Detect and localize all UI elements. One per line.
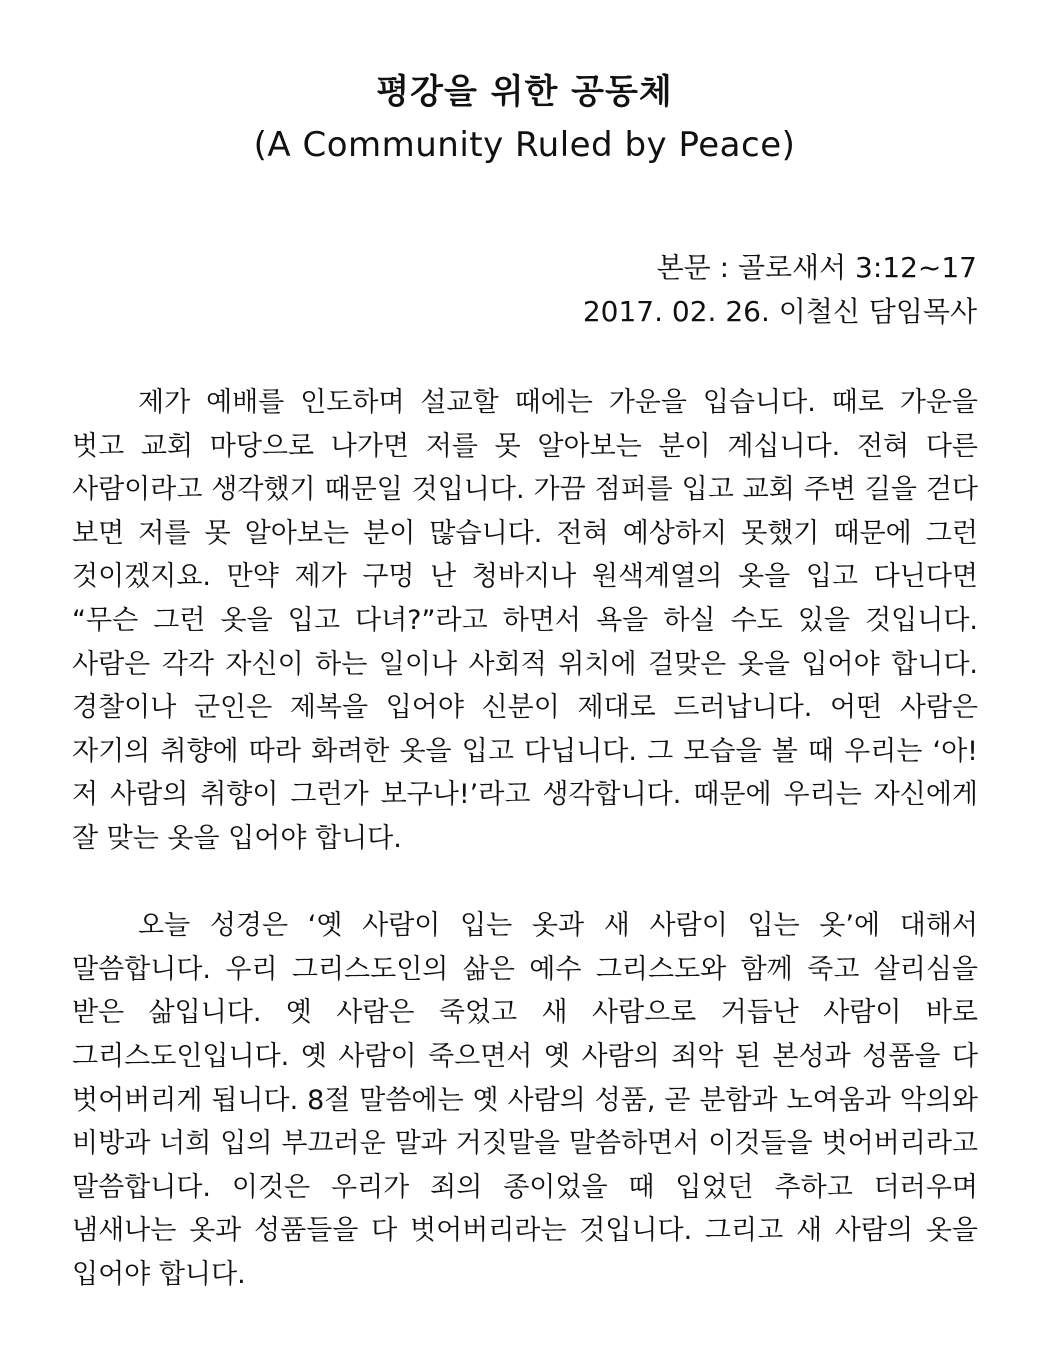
body-paragraph: 제가 예배를 인도하며 설교할 때에는 가운을 입습니다. 때로 가운을 벗고 교회 마당으로 나가면 저를 못 알아보는 분이 계십니다. 전혀 다른 사람이라고 생각했기 때문일 것입니다. 가끔 점퍼를 입고 교회 주변 길을 걷다 보면 저를 못 알아보는 분이 많습니다. 전혀 예상하지 못했기 때문에 그런 것이겠지요. 만약 제가 구멍 난 청바지나 원색계열의 옷을 입고 다닌다면 “무슨 그런 옷을 입고 다녀?”라고 하면서 욕을 하실 수도 있을 것입니다. 사람은 각각 자신이 하는 일이나 사회적 위치에 걸맞은 옷을 입어야 합니다. 경찰이나 군인은 제복을 입어야 신분이 제대로 드러납니다. 어떤 사람은 자기의 취향에 따라 화려한 옷을 입고 다닙니다. 그 모습을 볼 때 우리는 ‘아! 저 사람의 취향이 그런가 보구나!’라고 생각합니다. 때문에 우리는 자신에게 잘 맞는 옷을 입어야 합니다.: [72, 387, 978, 854]
sermon-title-english: (A Community Ruled by Peace): [253, 125, 796, 165]
sermon-body: [72, 381, 978, 1296]
date-and-author: 2017. 02. 26. 이철신 담임목사: [582, 295, 977, 328]
sermon-meta: [583, 246, 977, 334]
sermon-title-korean: 평강을 위한 공동체: [376, 72, 673, 112]
body-paragraph: 오늘 성경은 ‘옛 사람이 입는 옷과 새 사람이 입는 옷’에 대해서 말씀합니다. 우리 그리스도인의 삶은 예수 그리스도와 함께 죽고 살리심을 받은 삶입니다. 옛 사람은 죽었고 새 사람으로 거듭난 사람이 바로 그리스도인입니다. 옛 사람이 죽으면서 옛 사람의 죄악 된 본성과 성품을 다 벗어버리게 됩니다. 8절 말씀에는 옛 사람의 성품, 곧 분함과 노여움과 악의와 비방과 너희 입의 부끄러운 말과 거짓말을 말씀하면서 이것들을 벗어버리라고 말씀합니다. 이것은 우리가 죄의 종이었을 때 입었던 추하고 더러우며 냄새나는 옷과 성품들을 다 벗어버리라는 것입니다. 그리고 새 사람의 옷을 입어야 합니다.: [72, 910, 978, 1290]
scripture-reference: 본문 : 골로새서 3:12~17: [656, 251, 977, 284]
title-block: [0, 66, 1049, 172]
